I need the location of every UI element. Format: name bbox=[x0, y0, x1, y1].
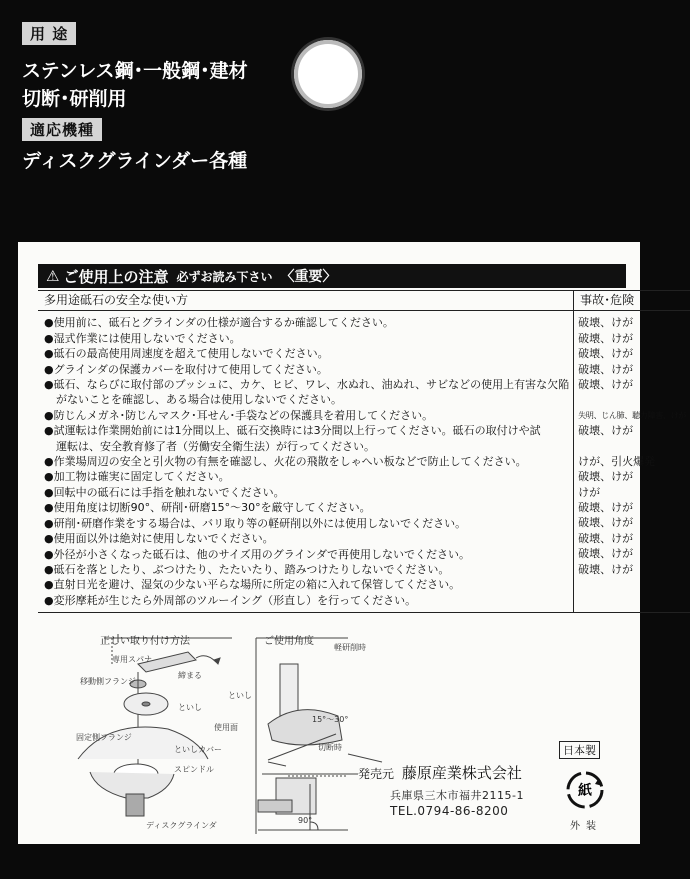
risk-line: 失明、じん肺、聴力障害、けが bbox=[578, 410, 686, 420]
rule-line: ●グラインダの保護カバーを取付けて使用してください。 bbox=[44, 362, 328, 376]
risks-header: 事故･危険 bbox=[574, 291, 690, 311]
machine-tag: 適応機種 bbox=[22, 118, 102, 141]
warning-important: 〈重要〉 bbox=[280, 269, 337, 285]
risk-line: 破壊、けが bbox=[578, 470, 634, 484]
header-panel bbox=[0, 0, 664, 240]
paper-recycle-icon bbox=[563, 768, 607, 812]
seller-name: 藤原産業株式会社 bbox=[401, 764, 522, 782]
warning-bar bbox=[38, 264, 626, 288]
hang-hole bbox=[294, 40, 362, 108]
usage-line-2: 切断･研削用 bbox=[22, 88, 127, 110]
risk-line: けが bbox=[578, 485, 601, 499]
label-light-grind: 軽研削時 bbox=[334, 643, 366, 652]
rule-line: ●砥石を落としたり、ぶつけたり、たたいたり、踏みつけたりしないでください。 bbox=[44, 562, 450, 576]
recycle-label: 外装 bbox=[570, 821, 602, 832]
label-angle: 15°～30° bbox=[312, 715, 349, 724]
rule-line: ●回転中の砥石には手指を触れないでください。 bbox=[44, 485, 285, 499]
label-wheel: といし bbox=[178, 703, 202, 712]
label-wheel-2: といし bbox=[228, 691, 252, 700]
risk-line: 破壊、けが bbox=[578, 377, 634, 391]
risk-line: 破壊、けが bbox=[578, 562, 634, 576]
rule-line: ●試運転は作業開始前には1分間以上、砥石交換時には3分間以上行ってください。砥石の取付けや試 bbox=[44, 424, 541, 438]
angle-title: ご使用角度 bbox=[264, 636, 314, 647]
risk-line: 破壊、けが bbox=[578, 424, 634, 438]
warning-icon: ⚠ bbox=[46, 267, 60, 285]
rule-line: ●変形摩耗が生じたら外周部のツルーイング（形直し）を行ってください。 bbox=[44, 593, 417, 607]
risk-line bbox=[578, 439, 686, 454]
label-flange-fixed: 固定側フランジ bbox=[76, 733, 132, 742]
risk-line: 破壊、けが bbox=[578, 547, 634, 561]
seller-address: 兵庫県三木市福井2115-1 bbox=[390, 789, 524, 802]
warning-title: ご使用上の注意 bbox=[63, 267, 169, 286]
diagram-area bbox=[18, 624, 640, 844]
label-use-face: 使用面 bbox=[214, 723, 238, 732]
rule-line: ●使用前に、砥石とグラインダの仕様が適合するか確認してください。 bbox=[44, 316, 394, 330]
rule-line: ●湿式作業には使用しないでください。 bbox=[44, 331, 241, 345]
label-flange-moving: 移動側フランジ bbox=[80, 677, 136, 686]
seller bbox=[358, 762, 522, 783]
risk-line bbox=[578, 592, 686, 607]
rule-line: ●加工物は確実に固定してください。 bbox=[44, 470, 230, 484]
risk-line: 破壊、けが bbox=[578, 501, 634, 515]
rule-line: ●直射日光を避け、湿気の少ない平らな場所に所定の箱に入れて保管してください。 bbox=[44, 578, 461, 592]
rule-line: ●防じんメガネ･防じんマスク･耳せん･手袋などの保護具を着用してください。 bbox=[44, 408, 434, 422]
risk-line bbox=[578, 392, 686, 407]
risk-line: 破壊、けが bbox=[578, 347, 634, 361]
rule-line: ●作業場周辺の安全と引火物の有無を確認し、火花の飛散をしゃへい板などで防止してください。 bbox=[44, 455, 527, 469]
risk-line: 破壊、けが bbox=[578, 531, 634, 545]
label-grinder: ディスクグラインダ bbox=[146, 821, 217, 830]
risks-list bbox=[574, 311, 690, 613]
notice-card bbox=[18, 242, 686, 844]
label-right-angle: 90° bbox=[298, 816, 313, 825]
rule-line: ●使用面以外は絶対に使用しないでください。 bbox=[44, 532, 274, 546]
label-spindle: スピンドル bbox=[174, 765, 214, 774]
rule-line: ●外径が小さくなった砥石は、他のサイズ用のグラインダで再使用しないでください。 bbox=[44, 547, 470, 561]
seller-tel: TEL.0794-86-8200 bbox=[390, 804, 509, 818]
risk-line: 破壊、けが bbox=[578, 316, 634, 330]
risk-line: 破壊、けが bbox=[578, 362, 634, 376]
rule-line: ●砥石の最高使用周速度を超えて使用しないでください。 bbox=[44, 347, 329, 361]
made-in-japan: 日本製 bbox=[559, 741, 600, 759]
risk-line: けが、引火爆発 bbox=[578, 454, 656, 468]
label-tighten: 締まる bbox=[178, 671, 202, 680]
label-guard: といしカバー bbox=[174, 745, 222, 754]
risk-line bbox=[578, 577, 686, 592]
machine-line: ディスクグラインダー各種 bbox=[22, 150, 248, 172]
rule-line-continued: 運転は、安全教育修了者（労働安全衛生法）が行ってください。 bbox=[56, 439, 375, 453]
rule-line: ●砥石、ならびに取付部のブッシュに、カケ、ヒビ、ワレ、水ぬれ、油ぬれ、サビなどの使用上有害な欠陥 bbox=[44, 378, 570, 392]
rules-header: 多用途砥石の安全な使い方 bbox=[38, 291, 574, 311]
safety-table bbox=[38, 290, 690, 613]
rules-list bbox=[38, 311, 574, 613]
rule-line: ●研削･研磨作業をする場合は、バリ取り等の軽研削以外には使用しないでください。 bbox=[44, 516, 467, 530]
usage-tag: 用 途 bbox=[22, 22, 76, 45]
label-wrench: 専用スパナ bbox=[112, 655, 152, 664]
warning-subtitle: 必ずお読み下さい bbox=[176, 269, 273, 284]
rule-line: ●使用角度は切断90°、研削･研磨15°～30°を厳守してください。 bbox=[44, 501, 371, 515]
mount-title: 正しい取り付け方法 bbox=[100, 636, 190, 647]
usage-line-1: ステンレス鋼･一般鋼･建材 bbox=[22, 60, 248, 82]
risk-line: 破壊、けが bbox=[578, 331, 634, 345]
recycle-mark: 紙 bbox=[578, 783, 592, 799]
rule-line-continued: がないことを確認し、ある場合は使用しないでください。 bbox=[56, 393, 342, 407]
risk-line: 破壊、けが bbox=[578, 516, 634, 530]
label-cutting: 切断時 bbox=[318, 743, 342, 752]
seller-prefix: 発売元 bbox=[358, 767, 395, 781]
